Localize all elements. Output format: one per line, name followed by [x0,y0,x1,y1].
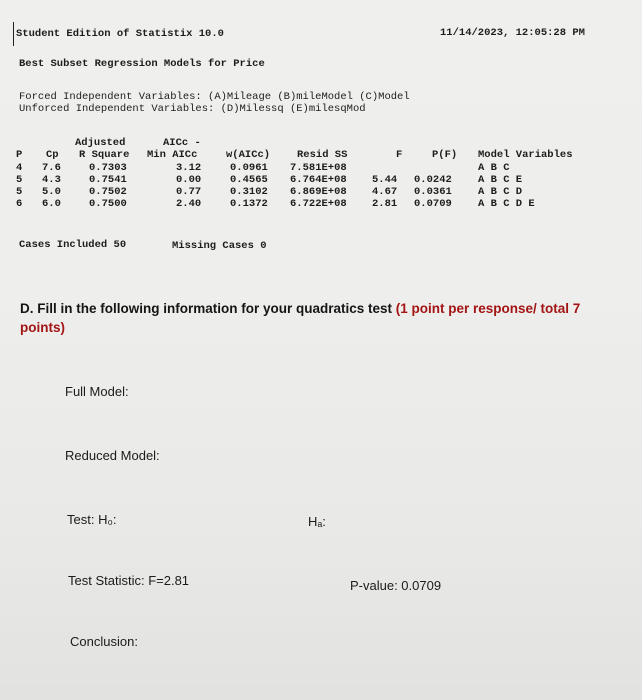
cell-w-aicc: 0.3102 [230,186,268,198]
cell-cp: 5.0 [42,186,61,198]
cell-resid-ss: 6.764E+08 [290,174,347,186]
header-adjusted: Adjusted [75,137,126,149]
full-model-label: Full Model: [65,384,129,399]
question-text: D. Fill in the following information for your quadratics test [20,301,396,316]
alt-hypothesis-label: Hₐ: [308,514,326,529]
header-f: F [396,149,403,161]
left-margin-rule [13,22,14,46]
cell-pf: 0.0361 [414,186,452,198]
cell-min-aicc: 3.12 [176,162,202,174]
cell-p: 4 [16,162,23,174]
cell-pf: 0.0709 [414,198,452,210]
cell-cp: 7.6 [42,162,61,174]
header-aicc-minus: AICc - [163,137,201,149]
header-model-variables: Model Variables [478,149,573,161]
cell-rsq: 0.7541 [89,174,127,186]
cell-cp: 6.0 [42,198,61,210]
header-resid-ss: Resid SS [297,149,348,161]
forced-variables-line: Forced Independent Variables: (A)Mileage (B)mileModel (C)Model [19,91,410,103]
cell-p: 5 [16,186,23,198]
header-rsquare: R Square [79,149,130,161]
header-w-aicc: w(AICc) [226,149,271,161]
cell-min-aicc: 0.77 [176,186,202,198]
cell-w-aicc: 0.1372 [230,198,268,210]
question-points: (1 point per response/ total 7 points) [20,301,581,335]
timestamp: 11/14/2023, 12:05:28 PM [440,27,585,39]
statistix-printout [0,0,642,268]
question-prompt [20,299,626,337]
cell-resid-ss: 6.722E+08 [290,198,347,210]
conclusion-label: Conclusion: [70,634,138,649]
cell-rsq: 0.7502 [89,186,127,198]
cell-model-vars: A B C D [478,186,523,198]
p-value-label: P-value: 0.0709 [350,578,442,593]
cases-included: Cases Included 50 [19,239,127,251]
header-cp: Cp [46,149,59,161]
header-pf: P(F) [432,149,458,161]
cell-rsq: 0.7500 [89,198,127,210]
reduced-model-label: Reduced Model: [65,448,160,463]
null-hypothesis-label: Test: H₀: [67,512,117,527]
cell-f: 2.81 [372,198,398,210]
test-statistic-label: Test Statistic: F=2.81 [68,573,190,588]
header-min-aicc: Min AICc [147,149,198,161]
cell-f: 5.44 [372,174,398,186]
header-p: P [16,149,23,161]
cell-w-aicc: 0.0961 [230,162,268,174]
cell-model-vars: A B C D E [478,198,535,210]
report-title: Best Subset Regression Models for Price [19,58,265,70]
cell-w-aicc: 0.4565 [230,174,268,186]
cell-resid-ss: 7.581E+08 [290,162,347,174]
missing-cases: Missing Cases 0 [172,240,267,252]
cell-resid-ss: 6.869E+08 [290,186,347,198]
unforced-variables-line: Unforced Independent Variables: (D)Milessq (E)milesqMod [19,103,366,115]
cell-min-aicc: 0.00 [176,174,202,186]
cell-cp: 4.3 [42,174,61,186]
cell-rsq: 0.7303 [89,162,127,174]
cell-f: 4.67 [372,186,398,198]
app-title: Student Edition of Statistix 10.0 [16,28,224,40]
cell-min-aicc: 2.40 [176,198,202,210]
cell-p: 5 [16,174,23,186]
cell-model-vars: A B C E [478,174,523,186]
cell-p: 6 [16,198,23,210]
cell-model-vars: A B C [478,162,510,174]
cell-pf: 0.0242 [414,174,452,186]
